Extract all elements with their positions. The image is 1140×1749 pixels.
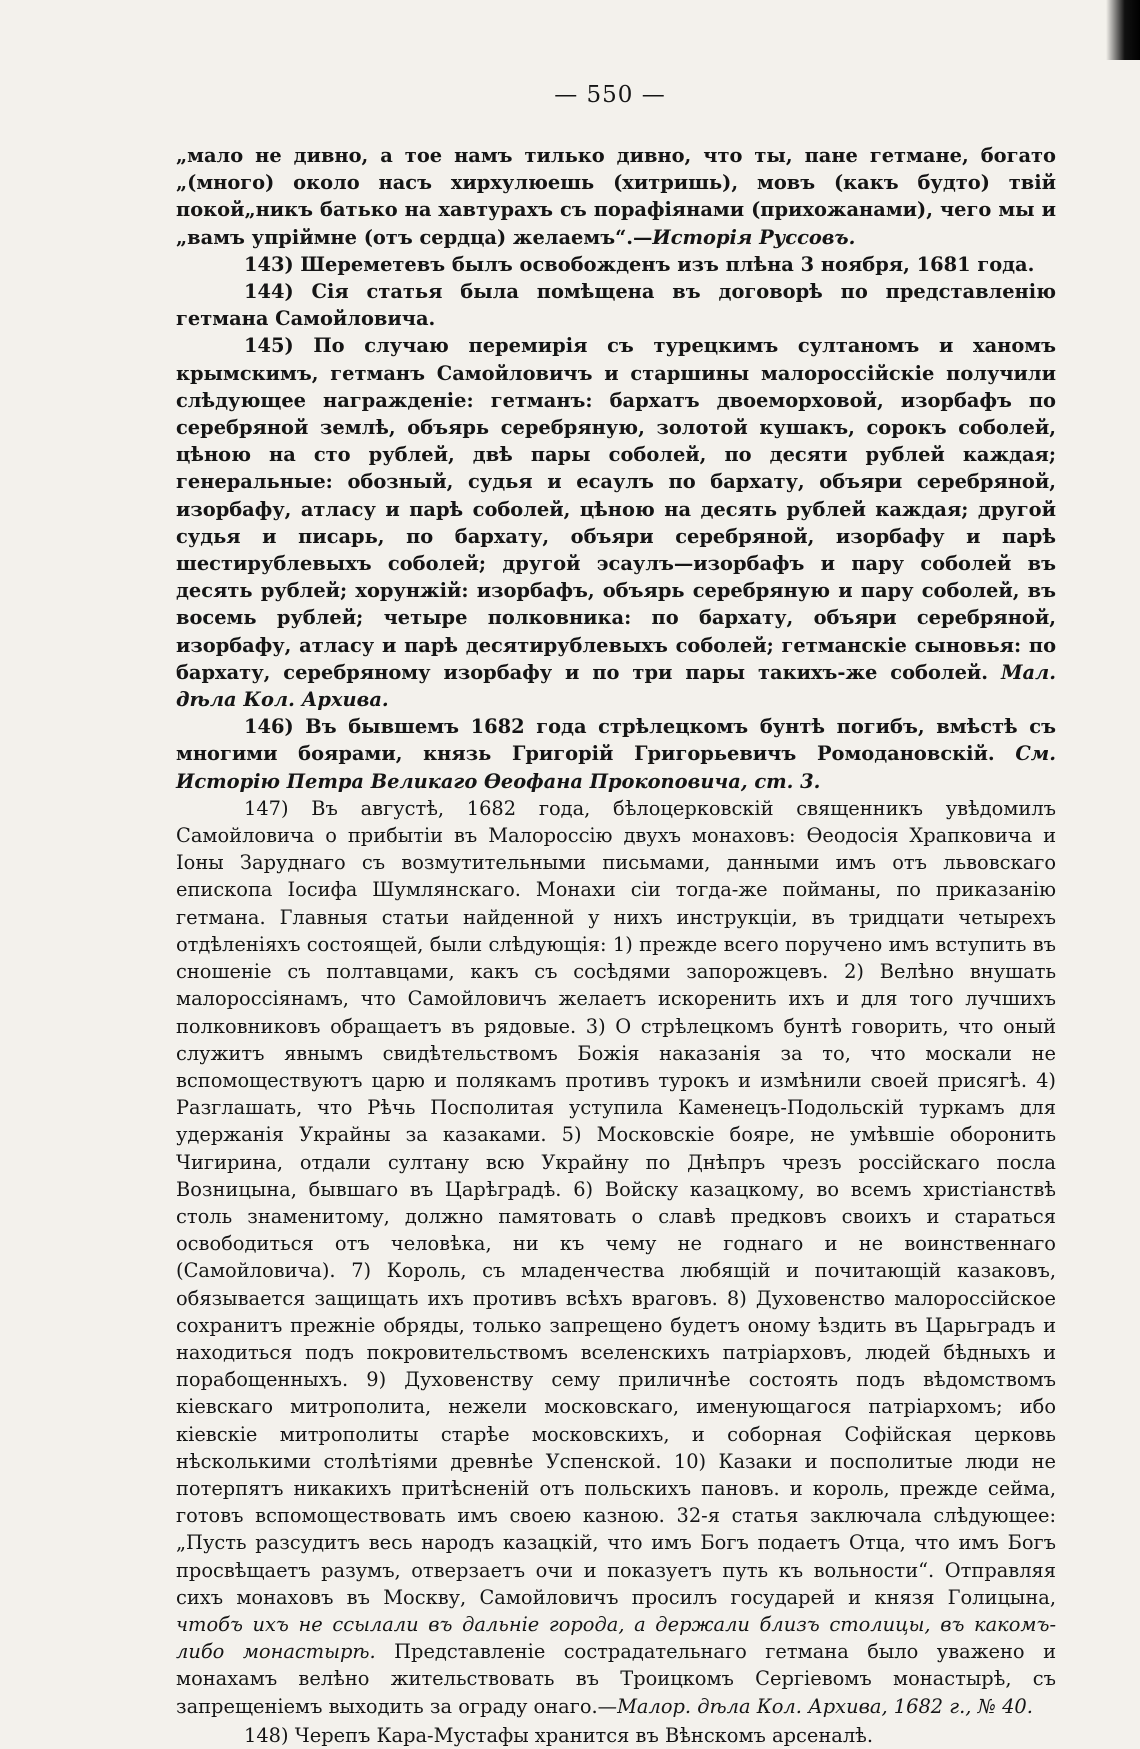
note-147-reference: Малор. дѣла Кол. Архива, 1682 г., № 40. [617, 1694, 1033, 1718]
page-number: — 550 — [554, 82, 666, 108]
note-147-text: 147) Въ августѣ, 1682 года, бѣлоцерковскій священникъ увѣдомилъ Самойловича о прибытіи въ Малороссію двухъ монаховъ: Ѳеодосія Храпковича и Іоны Заруднаго съ возмутительными письмами, данными имъ отъ львовскаго епископа Іосифа Шумлянскаго. Монахи сіи тогда-же пойманы, по приказанію гетмана. Главныя статьи найденной у нихъ инструкціи, въ тридцати четырехъ отдѣленіяхъ состоящей, были слѣдующія: 1) прежде всего поручено имъ вступить въ сношеніе съ полтавцами, какъ съ сосѣдями запорожцевъ. 2) Велѣно внушать малороссіянамъ, что Самойловичъ желаетъ искоренить ихъ и для того лучшихъ полковниковъ обращаетъ въ рядовые. 3) О стрѣлецкомъ бунтѣ говорить, что оный служитъ явнымъ свидѣтельствомъ Божія наказанія за то, что москали не вспомоществуютъ царю и полякамъ противъ турокъ и измѣнили своей присягѣ. 4) Разглашать, что Рѣчь Посполитая уступила Каменецъ-Подольскій туркамъ для удержанія Украйны за казаками. 5) Московскіе бояре, не умѣвшіе оборонить Чигирина, отдали султану всю Украйну по Днѣпръ чрезъ россійскаго посла Возницына, бывшаго въ Царѣградѣ. 6) Войску казацкому, во всемъ христіанствѣ столь знаменитому, должно памятовать о славѣ предковъ своихъ и стараться освободиться отъ человѣка, ни къ чему не годнаго и не воинственнаго (Самойловича). 7) Король, съ младенчества любящій и почитающій казаковъ, обязывается защищать ихъ противъ всѣхъ враговъ. 8) Духовенство малороссійское сохранитъ прежніе обряды, только запрещено будетъ оному ѣздить въ Царьградъ и находиться подъ покровительствомъ вселенскихъ патріарховъ, людей бѣдныхъ и порабощенныхъ. 9) Духовенству сему приличнѣе состоять подъ вѣдомствомъ кіевскаго митрополита, нежели московскаго, именующагося патріархомъ; ибо кіевскіе митрополиты старѣе московскихъ, и соборная Софійская церковь нѣсколькими столѣтіями древнѣе Успенской. 10) Казаки и посполитые люди не потерпятъ никакихъ притѣсненій отъ польскихъ пановъ. и король, прежде сейма, готовъ вспомоществовать имъ своею казною. 32-я статья заключала слѣдующее: „Пусть разсудитъ весь народъ казацкій, что имъ Богъ подаетъ Отца, что имъ Богъ просвѣщаетъ разумъ, отверзаетъ очи и показуетъ путь къ вольности“. Отправляя сихъ монаховъ въ Москву, Самойловичъ просилъ государей и князя Голицына, [176, 796, 1056, 1609]
note-147-tail: Представленіе сострадательнаго гетмана было уважено и монахамъ велѣно жительствовать въ Троицкомъ Сергіевомъ монастырѣ, съ запрещеніемъ выходить за ограду онаго.— [176, 1640, 1056, 1718]
note-146-text: 146) Въ бывшемъ 1682 года стрѣлецкомъ бунтѣ погибъ, вмѣстѣ съ многими боярами, князь Григорій Григорьевичъ Ромодановскій. [176, 715, 1056, 766]
note-148-text: 148) Черепъ Кара-Мустафы хранится въ Вѣнскомъ арсеналѣ. [244, 1723, 874, 1747]
quote-reference: Исторія Руссовъ. [652, 225, 856, 249]
note-145-text: 145) По случаю перемирія съ турецкимъ султаномъ и ханомъ крымскимъ, гетманъ Самойловичъ и старшины малороссійскіе получили слѣдующее награжденіе: гетманъ: бархатъ двоеморховой, изорбафъ по серебряной землѣ, объярь серебряную, золотой кушакъ, сорокъ соболей, цѣною на сто рублей, двѣ пары соболей, по десяти рублей каждая; генеральные: обозный, судья и есаулъ по бархату, объяри серебряной, изорбафу, атласу и парѣ соболей, цѣною на десять рублей каждая; другой судья и писарь, по бархату, объяри серебряной, изорбафу и парѣ шестирублевыхъ соболей; другой эсаулъ—изорбафъ и пару соболей въ десять рублей; хорунжій: изорбафъ, объярь серебряную и пару соболей, въ восемь рублей; четыре полковника: по бархату, объяри серебряной, изорбафу, атласу и парѣ десятирублевыхъ соболей; гетманскіе сыновья: по бархату, серебряному изорбафу и по три пары такихъ-же соболей. [176, 334, 1056, 684]
note-147 [176, 795, 1056, 1720]
note-144 [176, 278, 1056, 332]
scan-edge-shadow [1106, 0, 1140, 60]
note-148 [176, 1722, 1056, 1749]
note-146-reference: См. Исторію Петра Великаго Ѳеофана Прокоповича, ст. 3. [176, 742, 1056, 793]
document-page [176, 82, 1056, 1749]
note-147-italic-text: чтобъ ихъ не ссылали въ дальніе города, а держали близъ столицы, въ какомъ-либо монастырѣ. [176, 1612, 1056, 1664]
note-143 [176, 251, 1056, 278]
quote-text: „мало не дивно, а тое намъ тилько дивно, что ты, пане гетмане, богато „(много) около насъ хирхулюешь (хитришь), мовъ (какъ будто) твій покой„никъ батько на хавтурахъ съ порафіянами (прихожанами), чего мы и „вамъ упріймне (отъ сердца) желаемъ“.— [176, 144, 1056, 249]
note-144-text: 144) Сія статья была помѣщена въ договорѣ по представленію гетмана Самойловича. [176, 280, 1056, 331]
note-143-text: 143) Шереметевъ былъ освобожденъ изъ плѣна 3 ноября, 1681 года. [244, 252, 1035, 276]
note-145-reference: Мал. дѣла Кол. Архива. [176, 660, 1056, 712]
note-145 [176, 332, 1056, 713]
quote-continuation [176, 142, 1056, 251]
note-146 [176, 713, 1056, 795]
